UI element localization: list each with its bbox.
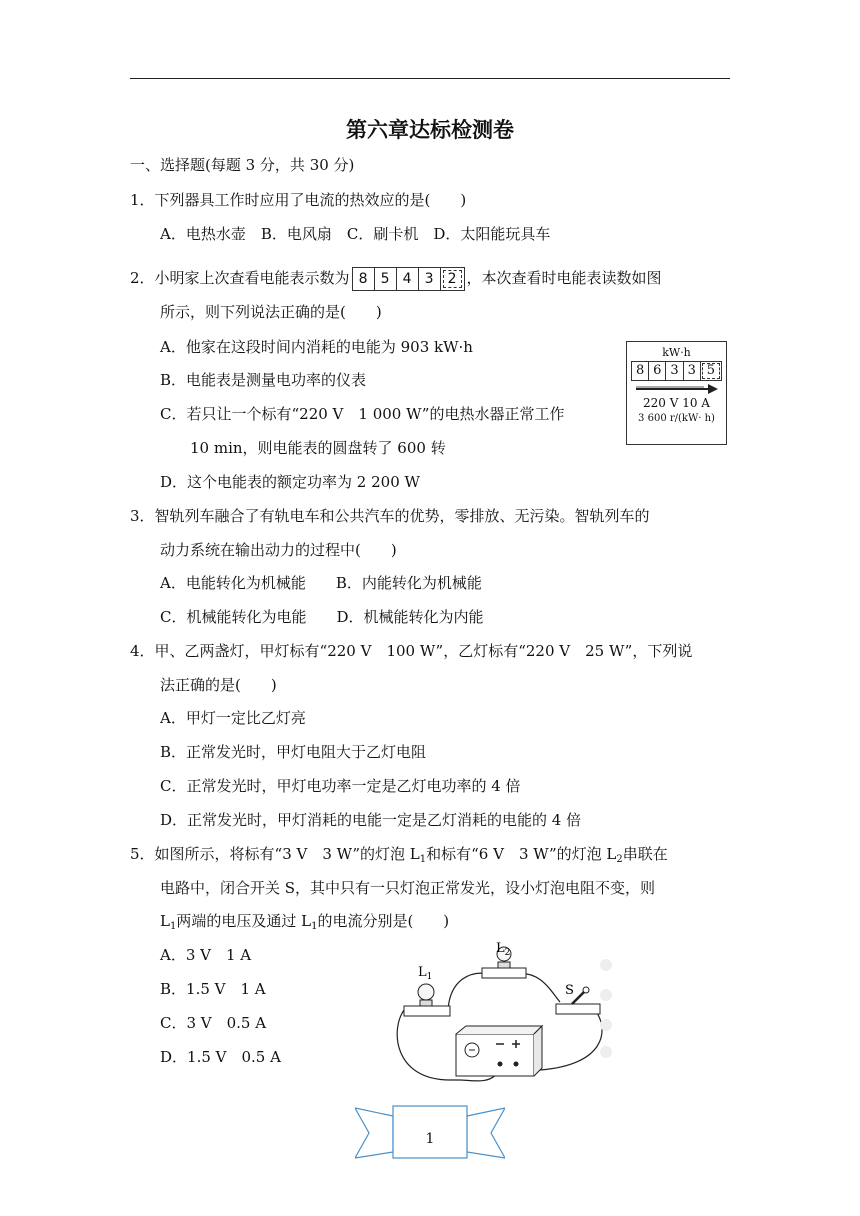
q1-stem: 1．下列器具工作时应用了电流的热效应的是( ) bbox=[130, 191, 467, 209]
q5-option-d: D．1.5 V 0.5 A bbox=[160, 1048, 281, 1066]
l1-label: $L_1$ bbox=[418, 965, 433, 982]
l2-base bbox=[482, 968, 526, 978]
meter-rating: 220 V 10 A bbox=[643, 396, 710, 410]
switch-base bbox=[556, 1004, 600, 1014]
q4-stem-line2: 法正确的是( ) bbox=[160, 676, 277, 694]
q2-stem-pre: 2．小明家上次查看电能表示数为 bbox=[130, 269, 350, 287]
q4-option-a: A．甲灯一定比乙灯亮 bbox=[160, 709, 306, 727]
q2-option-c-cont: 10 min，则电能表的圆盘转了 600 转 bbox=[190, 439, 446, 457]
q3-options-row2: C．机械能转化为电能 D．机械能转化为内能 bbox=[160, 608, 484, 626]
q5-option-a: A．3 V 1 A bbox=[160, 946, 252, 964]
q2-option-d: D．这个电能表的额定功率为 2 200 W bbox=[160, 473, 420, 491]
q2-option-a: A．他家在这段时间内消耗的电能为 903 kW·h bbox=[160, 338, 473, 356]
meter-digits: 8 6 3 3 5 bbox=[631, 361, 722, 381]
q4-option-c: C．正常发光时，甲灯电功率一定是乙灯电功率的 4 倍 bbox=[160, 777, 521, 795]
q4-option-b: B．正常发光时，甲灯电阻大于乙灯电阻 bbox=[160, 743, 427, 761]
q2-option-c: C．若只让一个标有“220 V 1 000 W”的电热水器正常工作 bbox=[160, 405, 565, 423]
q5-stem-line2: 电路中，闭合开关 S，其中只有一只灯泡正常发光，设小灯泡电阻不变，则 bbox=[160, 879, 656, 897]
q2-stem bbox=[130, 267, 662, 291]
q1-options: A．电热水壶 B．电风扇 C．刷卡机 D．太阳能玩具车 bbox=[160, 225, 551, 243]
section-heading: 一、选择题(每题 3 分，共 30 分) bbox=[130, 156, 355, 174]
meter-revs: 3 600 r/(kW· h) bbox=[638, 413, 715, 424]
prev-meter-reading: 8 5 4 3 2 bbox=[352, 267, 465, 291]
l2-label: $L_2$ bbox=[496, 941, 511, 958]
meter-unit: kW·h bbox=[662, 346, 691, 359]
q4-stem: 4．甲、乙两盏灯，甲灯标有“220 V 100 W”，乙灯标有“220 V 25 W”，下列说 bbox=[130, 642, 693, 660]
q2-option-b: B．电能表是测量电功率的仪表 bbox=[160, 371, 367, 389]
q5-stem: 5．如图所示，将标有“3 V 3 W”的灯泡 $L_1$和标有“6 V 3 W”的灯泡 $L_2$串联在 bbox=[130, 845, 668, 865]
electric-meter-figure bbox=[626, 341, 727, 445]
page-title: 第六章达标检测卷 bbox=[346, 118, 514, 142]
q5-option-b: B．1.5 V 1 A bbox=[160, 980, 266, 998]
q3-options-row1: A．电能转化为机械能 B．内能转化为机械能 bbox=[160, 574, 482, 592]
q2-stem-post: ，本次查看时电能表读数如图 bbox=[466, 269, 662, 287]
header-rule bbox=[130, 78, 730, 79]
switch-label: S bbox=[565, 983, 574, 998]
q2-stem-line2: 所示，则下列说法正确的是( ) bbox=[160, 303, 382, 321]
q3-stem-line2: 动力系统在输出动力的过程中( ) bbox=[160, 541, 397, 559]
q5-stem-line3: $L_1$两端的电压及通过 $L_1$的电流分别是( ) bbox=[160, 912, 450, 932]
page-number: 1 bbox=[425, 1131, 435, 1147]
q4-option-d: D．正常发光时，甲灯消耗的电能一定是乙灯消耗的电能的 4 倍 bbox=[160, 811, 582, 829]
q5-option-c: C．3 V 0.5 A bbox=[160, 1014, 267, 1032]
q3-stem: 3．智轨列车融合了有轨电车和公共汽车的优势，零排放、无污染。智轨列车的 bbox=[130, 507, 650, 525]
circuit-diagram bbox=[390, 940, 612, 1085]
bulb-l1-icon bbox=[418, 984, 434, 1000]
l1-base bbox=[404, 1006, 450, 1016]
meter-arrow-icon bbox=[634, 383, 720, 395]
